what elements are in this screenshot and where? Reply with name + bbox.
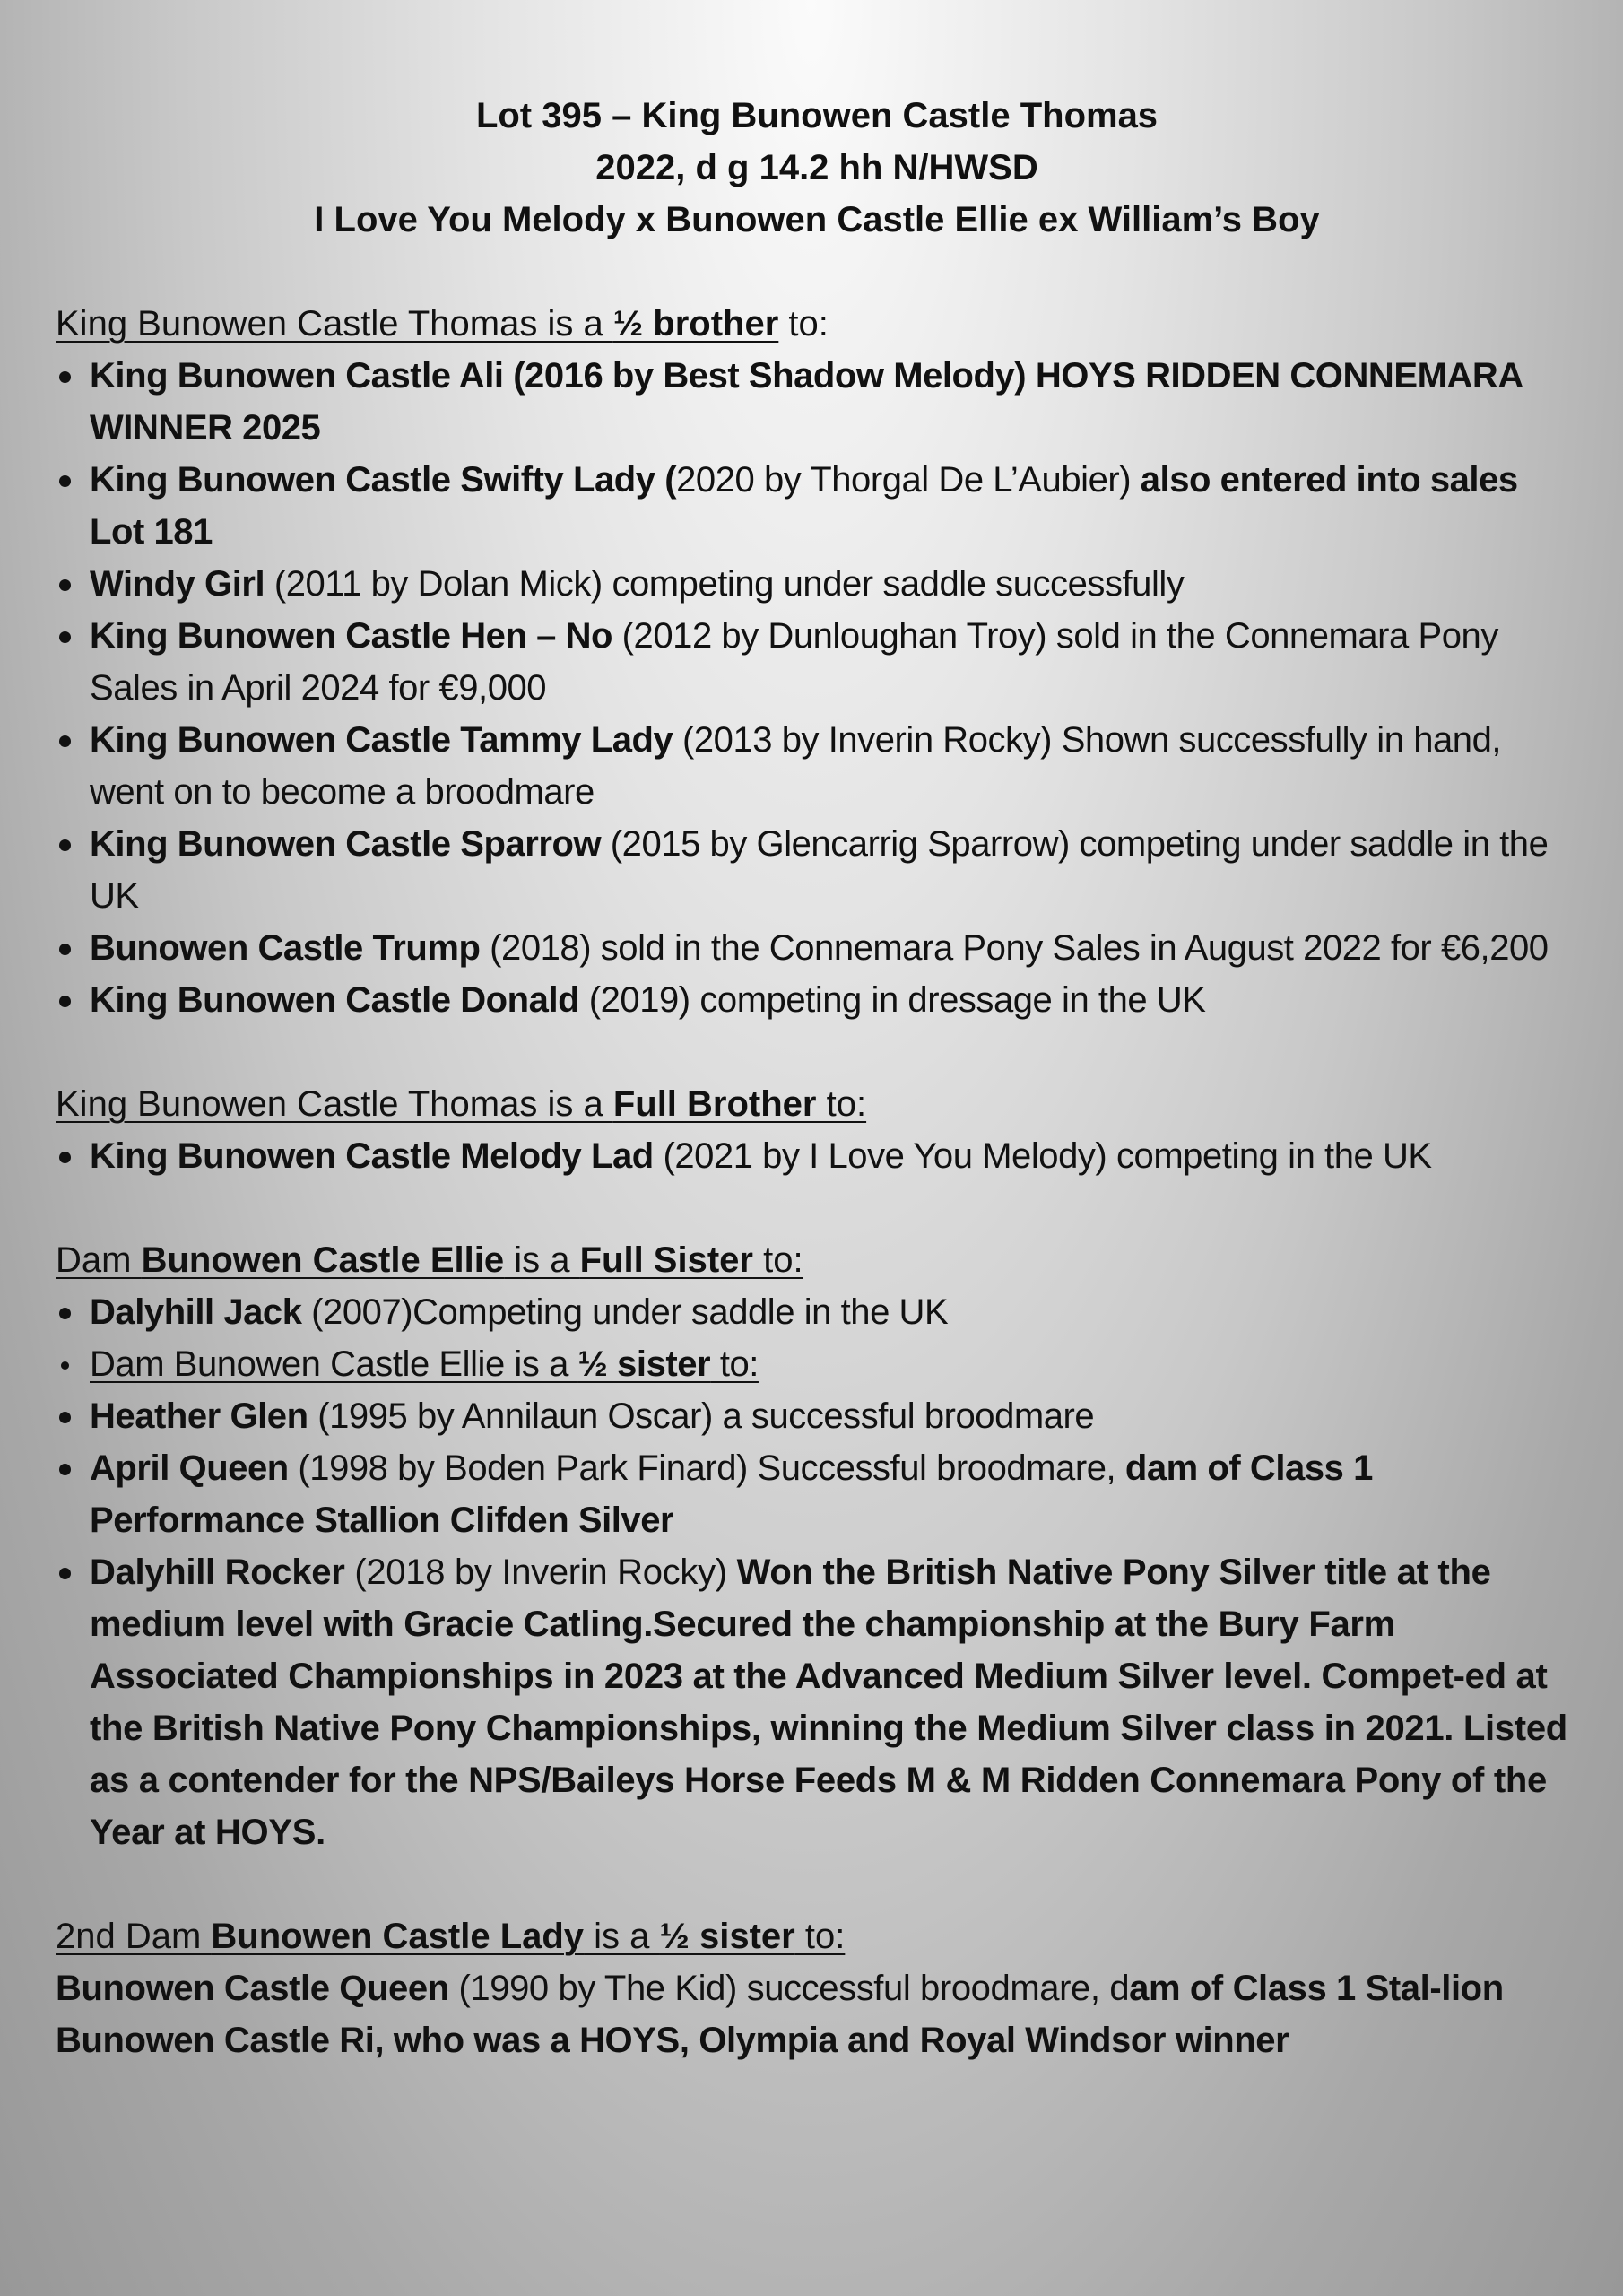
list-item: Bunowen Castle Trump (2018) sold in the Connemara Pony Sales in August 2022 for €6,200 (56, 922, 1578, 974)
list-item: King Bunowen Castle Hen – No (2012 by Dunloughan Troy) sold in the Connemara Pony Sales in April 2024 for €9,000 (56, 610, 1578, 714)
list-item: Windy Girl (2011 by Dolan Mick) competing under saddle successfully (56, 558, 1578, 610)
full-brother-list (56, 1130, 1578, 1182)
full-brother-section (56, 1078, 1578, 1182)
list-item: April Queen (1998 by Boden Park Finard) Successful broodmare, dam of Class 1 Performance Stallion Clifden Silver (56, 1442, 1578, 1546)
list-item: King Bunowen Castle Sparrow (2015 by Glencarrig Sparrow) competing under saddle in the UK (56, 818, 1578, 922)
half-brother-section (56, 298, 1578, 1026)
list-item: King Bunowen Castle Ali (2016 by Best Shadow Melody) HOYS RIDDEN CONNEMARA WINNER 2025 (56, 350, 1578, 454)
list-item: King Bunowen Castle Tammy Lady (2013 by Inverin Rocky) Shown successfully in hand, went on to become a broodmare (56, 714, 1578, 818)
list-item: King Bunowen Castle Donald (2019) competing in dressage in the UK (56, 974, 1578, 1026)
list-item: Heather Glen (1995 by Annilaun Oscar) a successful broodmare (56, 1390, 1578, 1442)
second-dam-intro: 2nd Dam Bunowen Castle Lady is a ½ sister to: (56, 1917, 846, 1956)
list-item: King Bunowen Castle Swifty Lady (2020 by Thorgal De L’Aubier) also entered into sales Lot 181 (56, 454, 1578, 558)
list-item: Dalyhill Rocker (2018 by Inverin Rocky) Won the British Native Pony Silver title at the medium level with Gracie Catling.Secured the championship at the Bury Farm Associated Championships in 2023 at the Advanced Medium Silver level. Compet-ed at the British Native Pony Championships, winning the Medium Silver class in 2021. Listed as a contender for the NPS/Baileys Horse Feeds M & M Ridden Connemara Pony of the Year at HOYS. (56, 1546, 1578, 1858)
full-brother-intro: King Bunowen Castle Thomas is a Full Brother to: (56, 1084, 867, 1124)
lot-header (56, 90, 1578, 246)
dam-list (56, 1286, 1578, 1858)
second-dam-text: Bunowen Castle Queen (1990 by The Kid) successful broodmare, dam of Class 1 Stal-lion Bunowen Castle Ri, who was a HOYS, Olympia and Royal Windsor winner (56, 1969, 1504, 2060)
list-item: Dalyhill Jack (2007)Competing under saddle in the UK (56, 1286, 1578, 1338)
half-brother-intro: King Bunowen Castle Thomas is a ½ brother to: (56, 304, 829, 344)
lot-details: 2022, d g 14.2 hh N/HWSD (595, 148, 1038, 187)
second-dam-section (56, 1910, 1578, 2066)
lot-pedigree: I Love You Melody x Bunowen Castle Ellie ex William’s Boy (314, 200, 1320, 239)
dam-intro: Dam Bunowen Castle Ellie is a Full Sister to: (56, 1240, 803, 1280)
half-brother-list (56, 350, 1578, 1026)
list-item: Dam Bunowen Castle Ellie is a ½ sister to: (56, 1338, 1578, 1390)
dam-section (56, 1234, 1578, 1858)
lot-title: Lot 395 – King Bunowen Castle Thomas (475, 96, 1159, 135)
list-item: King Bunowen Castle Melody Lad (2021 by I Love You Melody) competing in the UK (56, 1130, 1578, 1182)
